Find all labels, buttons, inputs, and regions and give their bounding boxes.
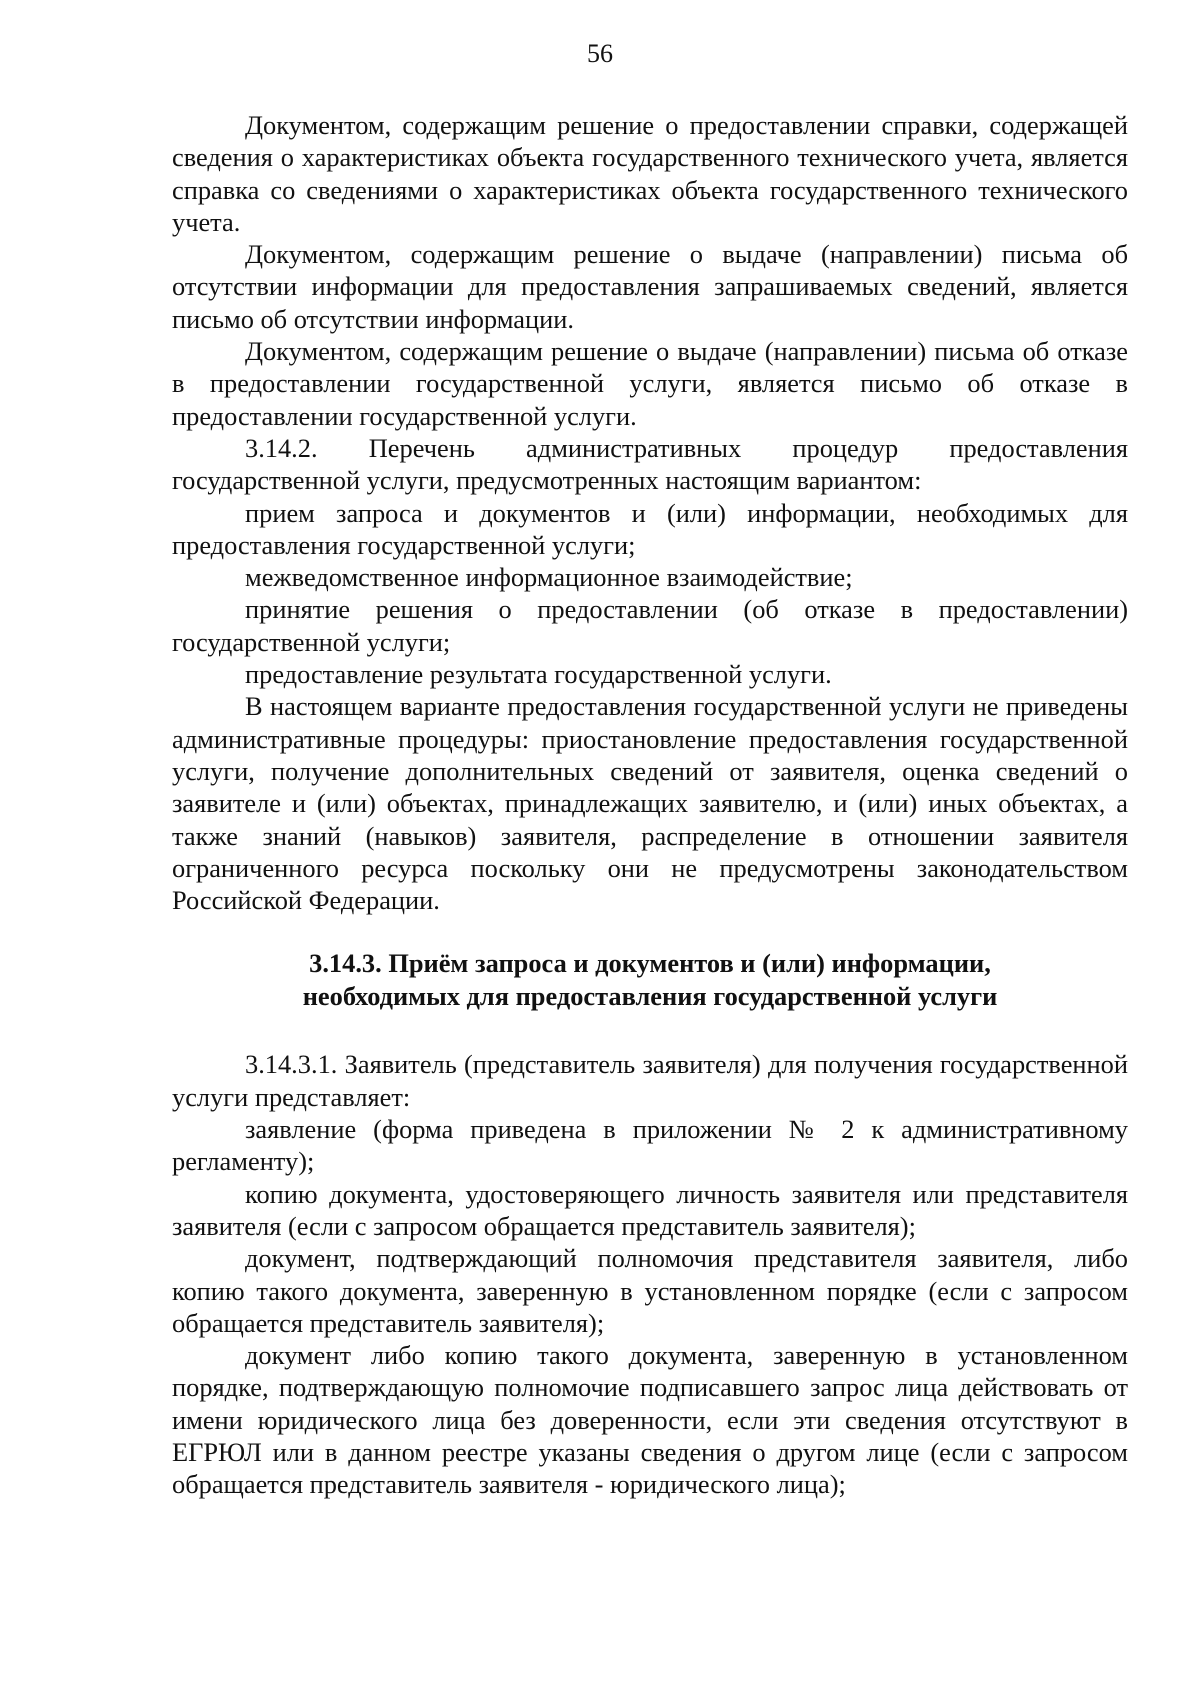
list-item-identity-document-copy: копию документа, удостоверяющего личность заявителя или представителя заявителя (если с запросом обращается представитель заявителя); <box>172 1178 1128 1241</box>
paragraph-omitted-procedures: В настоящем варианте предоставления государственной услуги не приведены административные процедуры: приостановление предоставления государственной услуги, получение дополнительных сведений от заявителя, оценка сведений о заявителе и (или) объектах, принадлежащих заявителю, и (или) иных объектах, а также знаний (навыков) заявителя, распределение в отношении заявителя ограниченного ресурса поскольку они не предусмотрены законодательством Российской Федерации. <box>172 691 1128 916</box>
list-item-legal-entity-authority-document: документ либо копию такого документа, заверенную в установленном порядке, подтверждающую полномочие подписавшего запрос лица действовать от имени юридического лица без доверенности, если эти сведения отсутствуют в ЕГРЮЛ или в данном реестре указаны сведения о другом лице (если с запросом обращается представитель заявителя - юридического лица); <box>172 1340 1128 1500</box>
list-item-application: заявление (форма приведена в приложении № 2 к административному регламенту); <box>172 1114 1128 1177</box>
list-item-interagency-interaction: межведомственное информационное взаимодействие; <box>245 562 853 593</box>
section-heading-line-2: необходимых для предоставления государственной услуги <box>302 981 998 1012</box>
section-body <box>172 1048 1128 1500</box>
paragraph-procedures-list-intro: 3.14.2. Перечень административных процедур предоставления государственной услуги, предусмотренных настоящим вариантом: <box>172 432 1128 496</box>
document-body <box>172 109 1128 1501</box>
section-heading <box>172 947 1128 1013</box>
list-item-authority-document: документ, подтверждающий полномочия представителя заявителя, либо копию такого документа, заверенную в установленном порядке (если с запросом обращается представитель заявителя); <box>172 1243 1128 1338</box>
list-item-result-provision: предоставление результата государственной услуги. <box>245 659 832 690</box>
list-item-decision-making: принятие решения о предоставлении (об отказе в предоставлении) государственной услуги; <box>172 594 1128 657</box>
list-item-request-reception: прием запроса и документов и (или) информации, необходимых для предоставления государственной услуги; <box>172 497 1128 560</box>
paragraph-applicant-submits: 3.14.3.1. Заявитель (представитель заявителя) для получения государственной услуги представляет: <box>172 1049 1128 1112</box>
page-number: 56 <box>587 39 613 68</box>
section-heading-line-1: 3.14.3. Приём запроса и документов и (или) информации, <box>309 948 991 979</box>
paragraph-no-information-letter: Документом, содержащим решение о выдаче (направлении) письма об отсутствии информации для предоставления запрашиваемых сведений, является письмо об отсутствии информации. <box>172 239 1128 334</box>
paragraph-refusal-letter: Документом, содержащим решение о выдаче (направлении) письма об отказе в предоставлении государственной услуги, является письмо об отказе в предоставлении государственной услуги. <box>172 336 1128 431</box>
paragraph-certificate-decision: Документом, содержащим решение о предоставлении справки, содержащей сведения о характеристиках объекта государственного технического учета, является справка со сведениями о характеристиках объекта государственного технического учета. <box>172 110 1128 237</box>
